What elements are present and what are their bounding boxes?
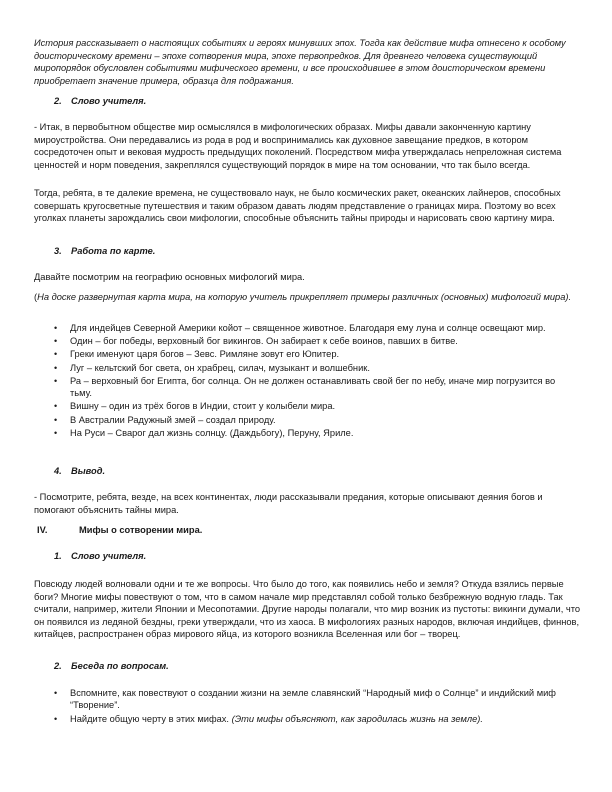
heading-map-work [54,245,155,257]
list-item: • Греки именуют царя богов – Зевс. Римляне зовут его Юпитер. [54,349,340,360]
heading-number: 2. [54,96,62,106]
heading-number: 1. [54,551,62,561]
bullet-icon: • [54,688,58,698]
list-item: • В Австралии Радужный змей – создал природу. [54,414,276,425]
myths-list [0,322,612,440]
bullet-icon: • [54,713,58,724]
heading-teacher-word [54,95,146,107]
heading-questions [54,660,169,672]
bullet-icon: • [54,323,58,333]
bullet-icon: • [54,349,58,360]
heading-title: Слово учителя. [71,551,147,561]
teacher-paragraph-2: Тогда, ребята, в те далекие времена, не существовало наук, не было космических ракет, океанских лайнеров, способных совершать кругосветные путешествия и таким образом давать людям представление о границах мира. Поэтому во всех уголках планеты зарождались свои мифологии, способные объяснить тайны природы и нарисовать свою картину мира. [34,188,561,224]
list-item: • Луг – кельтский бог света, он храбрец, силач, музыкант и волшебник. [54,362,370,373]
map-note-text: На доске развернутая карта мира, на которую учитель прикрепляет примеры различных (основных) мифологий мира). [37,292,572,302]
map-lead: Давайте посмотрим на географию основных мифологий мира. [34,272,305,282]
list-item: • Вспомните, как повествуют о создании жизни на земле славянский “Народный миф о Солнце” и индийский миф “Творение”. [54,688,556,711]
bullet-icon: • [54,336,58,347]
list-item: • На Руси – Сварог дал жизнь солнцу. (Даждьбогу), Перуну, Яриле. [54,427,354,438]
heading-conclusion [54,465,105,477]
conclusion-paragraph: - Посмотрите, ребята, везде, на всех континентах, люди рассказывали предания, которые описывают деяния богов и помогают объяснить тайны мира. [34,492,543,515]
list-item: • Ра – верховный бог Египта, бог солнца. Он не должен останавливать свой бег по небу, иначе мир погрузится во тьму. [54,375,556,399]
heading-creation-myths [37,524,202,536]
list-item: • Один – бог победы, верховный бог викингов. Он забирает к себе воинов, павших в битве. [54,336,458,347]
teacher-paragraph-1: - Итак, в первобытном обществе мир осмыслялся в мифологических образах. Мифы давали законченную картину мироустройства. Они передавались из рода в род и воспринимались как духовное завещание предков, в котором сосредоточен опыт и вековая мудрость предыдущих поколений. Посредством мифа утверждалась непреложная система ценностей и норм поведения, закреплялся существующий порядок в мире на том основании, что так было всегда. [34,122,562,170]
heading-title: Беседа по вопросам. [71,661,169,671]
map-note: (На доске развернутая карта мира, на которую учитель прикрепляет примеры различных (основных) мифологий мира). [34,292,572,302]
bullet-icon: • [54,375,58,386]
bullet-icon: • [54,414,58,425]
intro-paragraph: История рассказывает о настоящих событиях и героях минувших эпох. Тогда как действие мифа отнесено к особому доисторическому времени – эпохе сотворения мира, эпохе первопредков. Для древнего человека существующий миропорядок обусловлен событиями мифического времени, и все происходившее в этом доисторическом времени приобретает значение примера, образца для подражания. [34,38,566,86]
heading-number: 4. [54,466,62,476]
bullet-icon: • [54,427,58,438]
bullet-icon: • [54,401,58,412]
list-item: • Найдите общую черту в этих мифах. (Эти мифы объясняют, как зародилась жизнь на земле). [54,713,483,724]
bullet-icon: • [54,362,58,373]
questions-list [0,687,612,726]
heading-title: Вывод. [71,466,106,476]
list-item: • Для индейцев Северной Америки койот – священное животное. Благодаря ему луна и солнце освещают мир. [54,323,546,333]
heading-number: IV. [37,525,48,535]
creation-paragraph: Повсюду людей волновали одни и те же вопросы. Что было до того, как появились небо и земля? Откуда взялись первые боги? Многие мифы повествуют о том, что в самом начале мир представлял собой только безбрежную водную гладь. Так считали, например, жители Японии и Месопотамии. Другие народы полагали, что мир возник из пустоты: викинги думали, что он появился из ледяной бездны, греки утверждали, что из хаоса. В мифологиях разных народов, включая индийцев, финнов, китайцев, распространен образ мирового яйца, из которого возникла Вселенная или бог – творец. [34,579,581,640]
list-item: • Вишну – один из трёх богов в Индии, стоит у колыбели мира. [54,401,336,412]
heading-title: Мифы о сотворении мира. [79,525,203,535]
heading-number: 3. [54,246,62,256]
heading-title: Работа по карте. [71,246,156,256]
heading-number: 2. [54,661,62,671]
heading-teacher-word-2 [54,550,146,562]
heading-title: Слово учителя. [71,96,147,106]
